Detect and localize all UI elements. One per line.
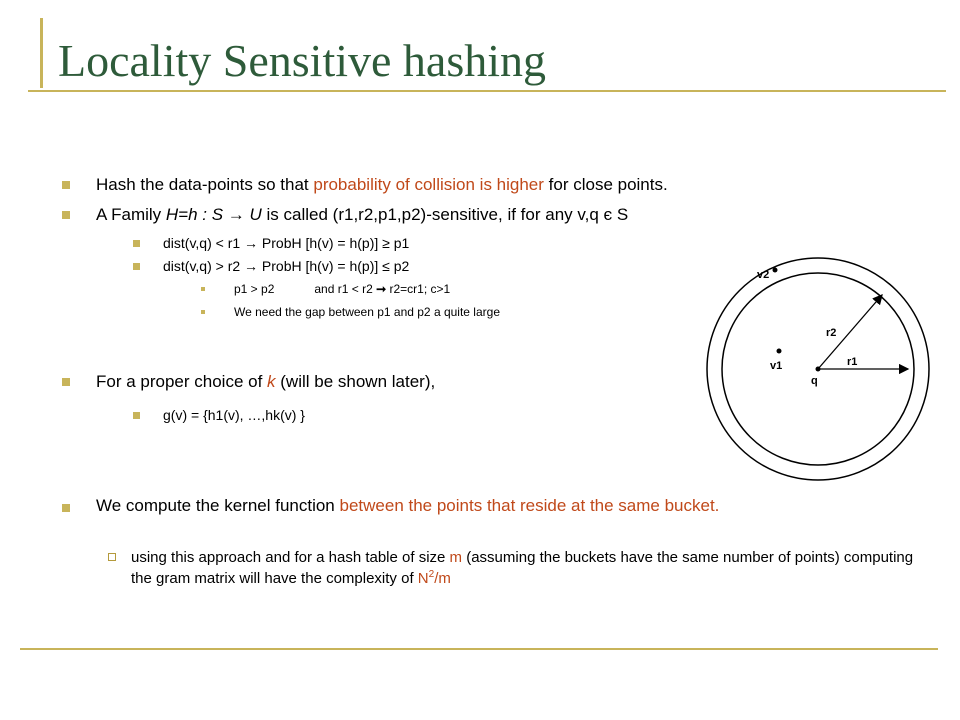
highlight-text: k: [267, 372, 276, 391]
highlight-text: probability of collision is higher: [313, 175, 544, 194]
bullet-text: using this approach and for a hash table of size: [131, 549, 450, 566]
sub-bullet-condition-1: dist(v,q) < r1 → ProbH [h(v) = h(p)] ≥ p1: [163, 235, 410, 251]
complexity-divisor: /m: [434, 570, 451, 587]
constraint-right: and r1 < r2: [314, 282, 377, 296]
bullet-text: A Family: [96, 205, 166, 224]
complexity-base: N: [417, 570, 429, 587]
highlight-text: m: [449, 549, 463, 566]
subsub-bullet-gap: We need the gap between p1 and p2 a quite large: [234, 305, 500, 319]
label-v1: v1: [770, 360, 783, 372]
point-q: [816, 367, 821, 372]
label-r2: r2: [826, 327, 837, 339]
slide-title: Locality Sensitive hashing: [58, 35, 547, 86]
bullet-text: for close points.: [543, 175, 668, 194]
arrow-icon: ➞: [376, 282, 387, 296]
label-v2: v2: [757, 269, 770, 281]
constraint-left: p1 > p2: [234, 282, 275, 296]
point-v2: [773, 268, 778, 273]
label-q: q: [811, 375, 818, 387]
complexity-exponent: 2: [428, 569, 435, 580]
bullet-text: (will be shown later),: [275, 372, 436, 391]
sub-bullet-condition-2: dist(v,q) > r2 → ProbH [h(v) = h(p)] ≤ p2: [163, 258, 410, 274]
italic-text: H=h : S → U: [165, 205, 262, 224]
bullet-text: We compute the kernel function: [96, 496, 340, 515]
constraint-right: r2=cr1; c>1: [386, 282, 451, 296]
bullet-text: (assuming the buckets have the same number of points) computing the gram matrix will have the complexity of: [131, 549, 914, 587]
bullet-text: For a proper choice of: [96, 372, 268, 391]
label-r1: r1: [847, 356, 858, 368]
point-v1: [777, 349, 782, 354]
bullet-text: is called (r1,r2,p1,p2)-sensitive, if for any v,q є S: [261, 205, 629, 224]
highlight-text: between the points that reside at the same bucket.: [339, 496, 720, 515]
sub-bullet-g-function: g(v) = {h1(v), …,hk(v) }: [163, 407, 305, 423]
bullet-text: Hash the data-points so that: [96, 175, 314, 194]
